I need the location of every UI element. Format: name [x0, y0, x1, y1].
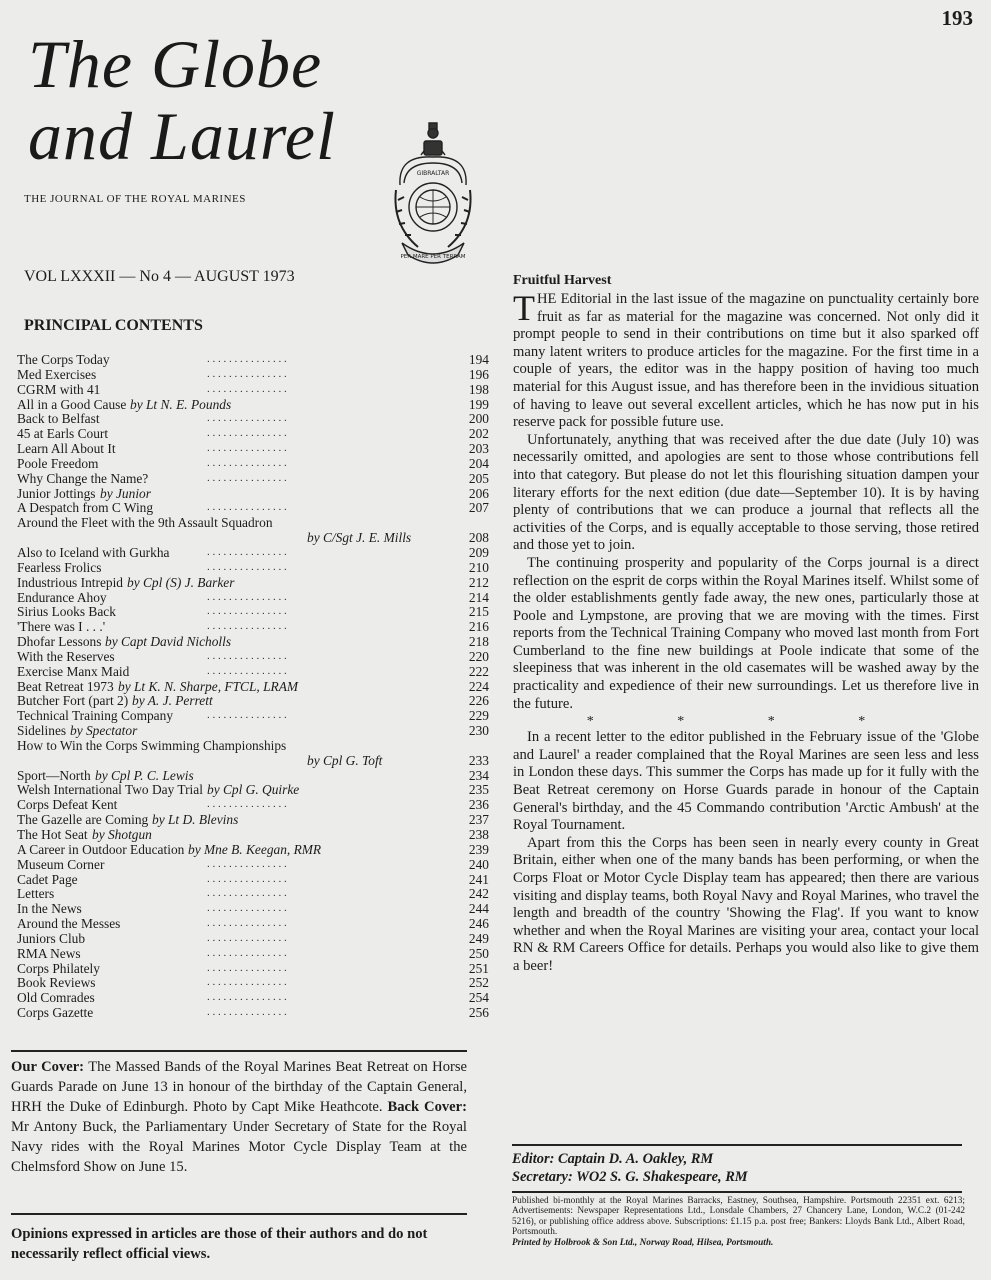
- contents-title: Corps Gazette: [17, 1005, 94, 1021]
- contents-page-number: 206: [468, 485, 489, 501]
- contents-author: by C/Sgt J. E. Mills: [307, 530, 412, 546]
- contents-author: by Junior: [100, 485, 151, 501]
- editorial-paragraph: [513, 288, 979, 432]
- contents-page-number: 220: [468, 648, 489, 664]
- contents-page-number: 210: [468, 559, 489, 575]
- contents-page-number: 214: [468, 589, 489, 605]
- contents-page-number: 212: [468, 574, 489, 590]
- contents-title: Corps Philately: [17, 960, 100, 976]
- contents-entry: [17, 975, 489, 991]
- contents-title: Old Comrades: [17, 990, 95, 1006]
- contents-entry: [17, 945, 489, 961]
- contents-page-number: 194: [468, 352, 489, 367]
- contents-page-number: 254: [468, 990, 489, 1006]
- editor-credit: Editor: Captain D. A. Oakley, RM: [512, 1151, 714, 1167]
- contents-entry: [17, 886, 489, 902]
- crest-top-text: GIBRALTAR: [416, 170, 450, 177]
- contents-author: by Lt N. E. Pounds: [130, 396, 232, 412]
- contents-entry: [17, 589, 489, 605]
- contents-entry: [17, 708, 489, 724]
- leader-dots: . . . . . . . . . . . . . . .: [207, 931, 287, 944]
- contents-title: Cadet Page: [17, 871, 78, 887]
- journal-subtitle: THE JOURNAL OF THE ROYAL MARINES: [24, 193, 246, 205]
- contents-page-number: 199: [468, 396, 489, 412]
- leader-dots: . . . . . . . . . . . . . . .: [207, 946, 287, 959]
- contents-entry: [17, 827, 489, 842]
- contents-title: Poole Freedom: [17, 455, 99, 471]
- contents-page-number: 235: [468, 782, 489, 798]
- contents-page-number: 250: [468, 945, 489, 961]
- contents-title: The Corps Today: [17, 352, 110, 367]
- contents-title: Industrious Intrepid: [17, 574, 123, 590]
- contents-entry: [17, 396, 489, 412]
- contents-page-number: 236: [468, 797, 489, 813]
- contents-title: Back to Belfast: [17, 411, 100, 427]
- leader-dots: . . . . . . . . . . . . . . .: [207, 427, 287, 440]
- contents-page-number: 241: [468, 871, 489, 887]
- contents-page-number: 239: [468, 841, 489, 857]
- contents-page-number: 203: [468, 441, 489, 457]
- contents-heading: PRINCIPAL CONTENTS: [24, 317, 203, 334]
- contents-entry: [17, 990, 489, 1006]
- leader-dots: . . . . . . . . . . . . . . .: [207, 976, 287, 989]
- page-number: 193: [941, 6, 973, 30]
- contents-page-number: 209: [468, 544, 489, 560]
- leader-dots: . . . . . . . . . . . . . . .: [207, 412, 287, 425]
- contents-title: Technical Training Company: [17, 708, 174, 724]
- contents-title: Book Reviews: [17, 975, 96, 991]
- contents-title: Sirius Looks Back: [17, 604, 116, 620]
- contents-entry: [17, 693, 489, 709]
- contents-title: Museum Corner: [17, 856, 105, 872]
- leader-dots: . . . . . . . . . . . . . . .: [207, 382, 287, 395]
- contents-title: Junior Jottings: [17, 485, 96, 501]
- leader-dots: . . . . . . . . . . . . . . .: [207, 902, 287, 915]
- leader-dots: . . . . . . . . . . . . . . .: [207, 857, 287, 870]
- leader-dots: . . . . . . . . . . . . . . .: [207, 456, 287, 469]
- editorial-heading: Fruitful Harvest: [513, 273, 612, 288]
- royal-marines-crest-icon: [388, 115, 478, 270]
- contents-entry: [17, 738, 477, 753]
- contents-page-number: 238: [468, 827, 489, 842]
- contents-entry: [17, 767, 489, 783]
- opinions-disclaimer: Opinions expressed in articles are those of their authors and do not necessarily reflect official views.: [11, 1226, 428, 1262]
- contents-title: How to Win the Corps Swimming Championships: [17, 737, 287, 753]
- contents-page-number: 222: [468, 663, 489, 679]
- contents-entry: [17, 500, 489, 516]
- contents-entry: [17, 916, 489, 932]
- leader-dots: . . . . . . . . . . . . . . .: [207, 991, 287, 1004]
- editorial-paragraph: The continuing prosperity and popularity of the Corps journal is a direct reflection on the esprit de corps within the Royal Marines itself. Whilst some of the older establishments gently fade away, the new ones, particularly those at Poole and Lympstone, are proving that we are moving with the times. First reports from the Technical Training Company who moved last month from Fort Cumberland to the fine new buildings at Poole indicate that some of the sleepiness that was inherent in the old casemates will be washed away by the practicality and expedience of their new surroundings. Let us therefore live in the future.: [513, 554, 979, 712]
- contents-title: CGRM with 41: [17, 381, 101, 397]
- contents-entry: [17, 841, 489, 857]
- contents-title: With the Reserves: [17, 648, 115, 664]
- contents-page-number: 218: [468, 634, 489, 650]
- contents-page-number: 196: [468, 366, 489, 382]
- contents-entry: [17, 901, 489, 917]
- contents-page-number: 249: [468, 930, 489, 946]
- contents-entry: [17, 663, 489, 679]
- contents-title: The Gazelle are Coming: [17, 812, 149, 828]
- leader-dots: . . . . . . . . . . . . . . .: [207, 560, 287, 573]
- divider: [512, 1144, 962, 1146]
- contents-page-number: 216: [468, 619, 489, 635]
- contents-entry: [17, 634, 489, 650]
- contents-title: 'There was I . . .': [17, 619, 106, 635]
- back-cover-text: Mr Antony Buck, the Parliamentary Under Secretary of State for the Royal Navy rides with the Royal Marines Motor Cycle Display Team at the Chelmsford Show on June 15.: [11, 1119, 467, 1175]
- contents-page-number: 237: [468, 812, 489, 828]
- contents-entry: [17, 782, 489, 798]
- contents-author: by A. J. Perrett: [132, 693, 213, 709]
- leader-dots: . . . . . . . . . . . . . . .: [207, 664, 287, 677]
- divider: [512, 1191, 962, 1193]
- contents-page-number: 240: [468, 856, 489, 872]
- contents-title: RMA News: [17, 945, 81, 961]
- contents-title: Dhofar Lessons: [17, 634, 102, 650]
- editorial-paragraph: In a recent letter to the editor published in the February issue of the 'Globe and Laurel' a reader complained that the Royal Marines are seen less and less in London these days. This summer the Corps has made up for it fully with the Beat Retreat ceremony on Horse Guards parade in honour of the Captain General's birthday, and the 45 Commando contribution 'Arctic Ambush' at the Royal Tournament.: [513, 729, 979, 834]
- contents-author: by Lt K. N. Sharpe, FTCL, LRAM: [118, 678, 299, 694]
- contents-entry: [17, 812, 489, 828]
- contents-author: by Mne B. Keegan, RMR: [188, 841, 322, 857]
- leader-dots: . . . . . . . . . . . . . . .: [207, 353, 287, 365]
- contents-title: Corps Defeat Kent: [17, 797, 118, 813]
- section-break: * * * *: [586, 714, 906, 730]
- secretary-credit: Secretary: WO2 S. G. Shakespeare, RM: [512, 1169, 748, 1185]
- contents-title: 45 at Earls Court: [17, 426, 109, 442]
- contents-entry: [17, 930, 489, 946]
- leader-dots: . . . . . . . . . . . . . . .: [207, 798, 287, 811]
- volume-line: VOL LXXXII — No 4 — AUGUST 1973: [24, 268, 295, 285]
- contents-page-number: 207: [468, 500, 489, 516]
- leader-dots: . . . . . . . . . . . . . . .: [207, 961, 287, 974]
- contents-page-number: 208: [468, 530, 489, 546]
- contents-author: by Shotgun: [92, 827, 152, 842]
- contents-page-number: 252: [468, 975, 489, 991]
- contents-title: Around the Messes: [17, 916, 121, 932]
- contents-title: The Hot Seat: [17, 827, 88, 842]
- editorial: [513, 273, 979, 976]
- contents-title: Letters: [17, 886, 55, 902]
- contents-page-number: 233: [468, 752, 489, 768]
- leader-dots: . . . . . . . . . . . . . . .: [207, 471, 287, 484]
- contents-page-number: 229: [468, 708, 489, 724]
- editorial-paragraph: Unfortunately, anything that was received after the due date (July 10) was necessarily omitted, and apologies are sent to those whose contributions fell into that category. But please do not let this flourishing situation dampen your literary efforts for the next edition (due date—September 10). It is by having plenty of contributions that we can produce a journal that reflects all the activities of the Corps, and is equally acceptable to those serving, those retired and those yet to join.: [513, 431, 979, 554]
- contents-page-number: 246: [468, 916, 489, 932]
- contents-list: [17, 352, 489, 1021]
- publishing-text: Published bi-monthly at the Royal Marines Barracks, Eastney, Southsea, Hampshire. Portsmouth 22351 ext. 6213; Advertisements: Newspaper Representations Ltd., Lonsdale Chambers, 27 Chancery Lane, London, W.C.2 (01-242 5216), or publishing office address above. Subscriptions: £1.15 p.a. post free; Bankers: Lloyds Bank Ltd., Albert Road, Portsmouth.: [512, 1196, 965, 1238]
- contents-author: by Spectator: [70, 723, 138, 739]
- contents-entry: [17, 485, 489, 501]
- leader-dots: . . . . . . . . . . . . . . .: [207, 917, 287, 930]
- contents-page-number: 256: [468, 1005, 489, 1021]
- staff-credits: [512, 1150, 748, 1186]
- contents-title: Endurance Ahoy: [17, 589, 107, 605]
- contents-title: Sport—North: [17, 767, 91, 783]
- contents-author: by Cpl (S) J. Barker: [127, 574, 235, 590]
- leader-dots: . . . . . . . . . . . . . . .: [207, 545, 287, 558]
- contents-title: Fearless Frolics: [17, 559, 102, 575]
- printer-credit: Printed by Holbrook & Son Ltd., Norway Road, Hilsea, Portsmouth.: [512, 1237, 774, 1248]
- leader-dots: . . . . . . . . . . . . . . .: [207, 709, 287, 722]
- contents-entry: [17, 426, 489, 442]
- contents-entry: [17, 619, 489, 635]
- contents-page-number: 215: [468, 604, 489, 620]
- contents-entry: [17, 648, 489, 664]
- cover-text: The Massed Bands of the Royal Marines Beat Retreat on Horse Guards Parade on June 13 in honour of the birthday of the Captain General, HRH the Duke of Edinburgh. Photo by Capt Mike Heathcote.: [11, 1059, 468, 1115]
- contents-entry: [17, 574, 489, 590]
- contents-entry: [17, 381, 489, 397]
- leader-dots: . . . . . . . . . . . . . . .: [207, 649, 287, 662]
- contents-entry: [17, 411, 489, 427]
- contents-entry: [17, 723, 489, 739]
- contents-title: Beat Retreat 1973: [17, 678, 114, 694]
- contents-page-number: 244: [468, 901, 489, 917]
- contents-entry: [17, 470, 489, 486]
- contents-entry: [17, 678, 489, 694]
- leader-dots: . . . . . . . . . . . . . . .: [207, 1006, 287, 1019]
- contents-entry: [17, 441, 489, 457]
- editorial-paragraph-text: HE Editorial in the last issue of the magazine on punctuality certainly bore fruit as far as material for the magazine was concerned. Not only did it prompt people to send in their contributions on time but it also sparked off many latent writers to produce articles for the magazine. For the first time in a couple of years, the editor was in the happy position of having too much material for this August issue, and has therefore been in the invidious situation of having to leave out several excellent articles, which he has now put in his reserve pack for possible future use.: [513, 291, 979, 431]
- contents-page-number: 224: [468, 678, 489, 694]
- leader-dots: . . . . . . . . . . . . . . .: [207, 887, 287, 900]
- contents-title: Learn All About It: [17, 441, 116, 457]
- masthead-line-1: The Globe: [28, 26, 323, 102]
- contents-title: Exercise Manx Maid: [17, 663, 130, 679]
- contents-page-number: 202: [468, 426, 489, 442]
- contents-entry: [17, 1005, 489, 1021]
- contents-title: Sidelines: [17, 723, 67, 739]
- leader-dots: . . . . . . . . . . . . . . .: [207, 367, 287, 380]
- contents-title: Welsh International Two Day Trial: [17, 782, 203, 798]
- contents-entry: [17, 515, 477, 530]
- contents-author: by Cpl P. C. Lewis: [95, 767, 194, 783]
- contents-entry: [17, 352, 489, 367]
- masthead-title: [28, 28, 336, 172]
- leader-dots: . . . . . . . . . . . . . . .: [207, 620, 287, 633]
- cover-label: Our Cover:: [11, 1059, 85, 1075]
- contents-title: Butcher Fort (part 2): [17, 693, 129, 709]
- contents-title: A Despatch from C Wing: [17, 500, 154, 516]
- contents-page-number: 226: [468, 693, 489, 709]
- divider: [11, 1050, 467, 1052]
- contents-author: by Cpl G. Quirke: [207, 782, 300, 798]
- contents-title: Around the Fleet with the 9th Assault Squadron: [17, 515, 273, 531]
- leader-dots: . . . . . . . . . . . . . . .: [207, 872, 287, 885]
- contents-page-number: 205: [468, 470, 489, 486]
- contents-entry: [17, 530, 489, 546]
- contents-entry: [17, 856, 489, 872]
- publishing-info: [512, 1196, 965, 1248]
- contents-entry: [17, 366, 489, 382]
- contents-author: by Cpl G. Toft: [307, 752, 383, 768]
- leader-dots: . . . . . . . . . . . . . . .: [207, 590, 287, 603]
- contents-page-number: 251: [468, 960, 489, 976]
- leader-dots: . . . . . . . . . . . . . . .: [207, 501, 287, 514]
- crest-motto: PER MARE PER TERRAM: [400, 254, 466, 260]
- contents-entry: [17, 871, 489, 887]
- contents-title: Juniors Club: [17, 930, 86, 946]
- contents-entry: [17, 960, 489, 976]
- contents-title: A Career in Outdoor Education: [17, 841, 185, 857]
- masthead-line-2: and Laurel: [28, 98, 336, 174]
- back-cover-label: Back Cover:: [387, 1099, 467, 1115]
- contents-title: In the News: [17, 901, 82, 917]
- contents-entry: [17, 797, 489, 813]
- contents-entry: [17, 544, 489, 560]
- divider: [11, 1213, 467, 1215]
- contents-author: by Capt David Nicholls: [105, 634, 232, 650]
- contents-entry: [17, 604, 489, 620]
- contents-author: by Lt D. Blevins: [152, 812, 239, 828]
- contents-page-number: 204: [468, 455, 489, 471]
- editorial-paragraph: Apart from this the Corps has been seen in nearly every county in Great Britain, either when one of the many bands has been performing, or when the Corps Float or Motor Cycle Display team has appeared; then there are various visiting and display teams, both Royal Navy and Royal Marines, who travel the length and breadth of the country 'Showing the Flag'. If you want to know whether and when the Royal Marines are visiting your area, contact your local RN & RM Careers Office for details. Perhaps you would also like to give them a beer!: [513, 834, 979, 974]
- leader-dots: . . . . . . . . . . . . . . .: [207, 442, 287, 455]
- contents-title: Med Exercises: [17, 366, 97, 382]
- contents-entry: [17, 752, 489, 768]
- leader-dots: . . . . . . . . . . . . . . .: [207, 605, 287, 618]
- contents-entry: [17, 455, 489, 471]
- contents-page-number: 200: [468, 411, 489, 427]
- contents-title: Also to Iceland with Gurkha: [17, 544, 170, 560]
- contents-page-number: 234: [468, 767, 489, 783]
- drop-cap: T: [513, 288, 535, 328]
- contents-title: Why Change the Name?: [17, 470, 149, 486]
- contents-title: All in a Good Cause: [17, 396, 127, 412]
- contents-page-number: 198: [468, 381, 489, 397]
- cover-caption: [11, 1057, 467, 1177]
- contents-page-number: 242: [468, 886, 489, 902]
- contents-entry: [17, 559, 489, 575]
- contents-page-number: 230: [468, 723, 489, 739]
